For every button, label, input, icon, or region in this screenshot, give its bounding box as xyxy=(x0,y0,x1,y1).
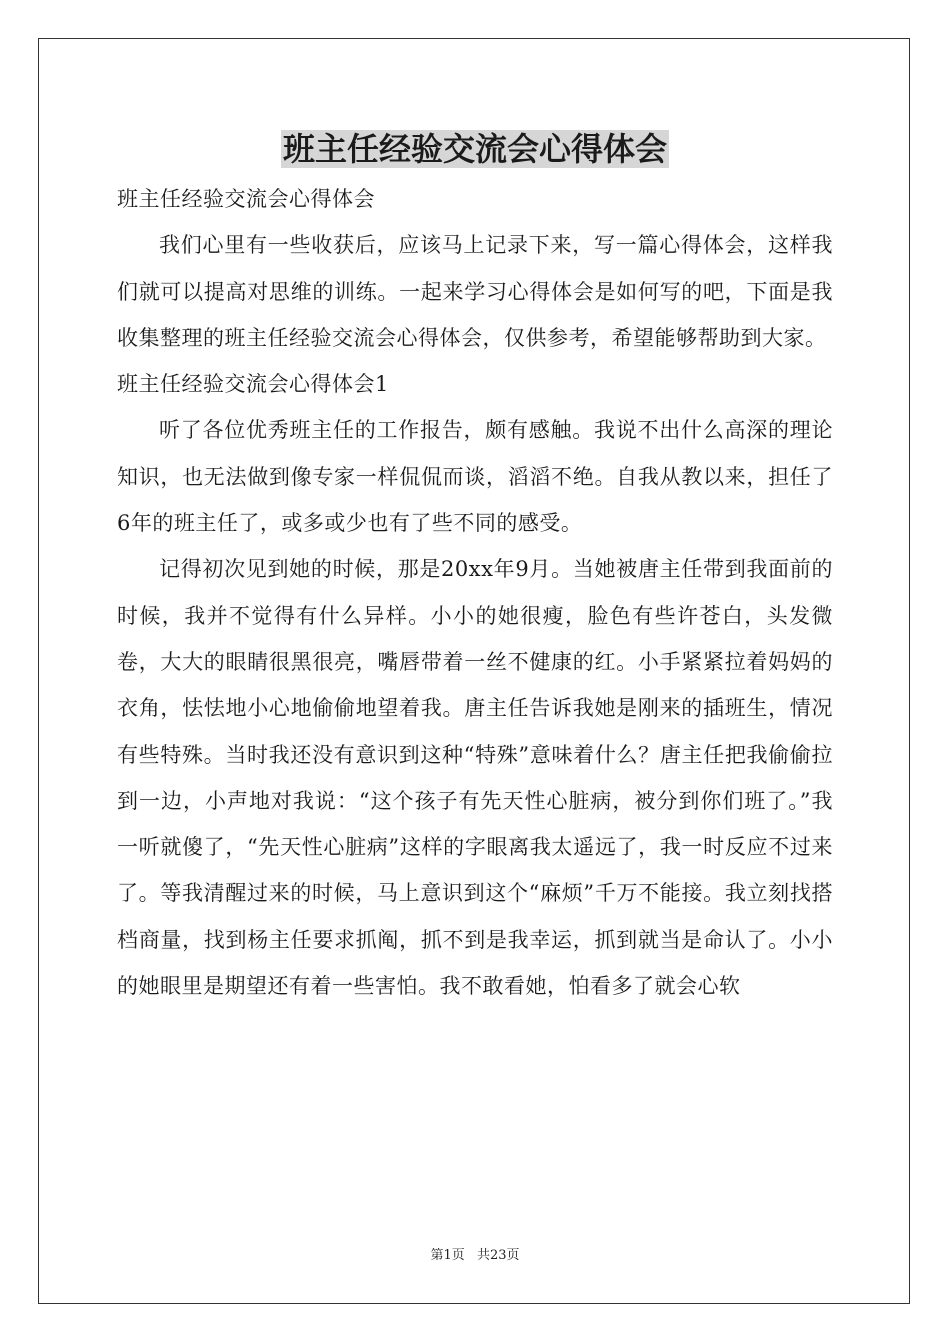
paragraph-subtitle: 班主任经验交流会心得体会 xyxy=(117,187,375,211)
document-body xyxy=(117,176,833,1009)
paragraph-section-heading: 班主任经验交流会心得体会1 xyxy=(117,372,389,397)
document-title xyxy=(0,124,950,174)
paragraph-body: 听了各位优秀班主任的工作报告，颇有感触。我说不出什么高深的理论知识，也无法做到像专家一样侃侃而谈，滔滔不绝。自我从教以来，担任了6年的班主任了，或多或少也有了些不同的感受。 xyxy=(117,418,833,536)
page-number: 第1页 xyxy=(430,1248,465,1263)
page-total: 共23页 xyxy=(476,1248,520,1263)
paragraph-intro: 我们心里有一些收获后，应该马上记录下来，写一篇心得体会，这样我们就可以提高对思维的训练。一起来学习心得体会是如何写的吧，下面是我收集整理的班主任经验交流会心得体会，仅供参考，希望能够帮助到大家。 xyxy=(117,233,833,350)
page-footer xyxy=(0,1246,950,1266)
document-title-text: 班主任经验交流会心得体会 xyxy=(282,130,667,168)
paragraph-body: 记得初次见到她的时候，那是20xx年9月。当她被唐主任带到我面前的时候，我并不觉得有什么异样。小小的她很瘦，脸色有些许苍白，头发微卷，大大的眼睛很黑很亮，嘴唇带着一丝不健康的红。小手紧紧拉着妈妈的衣角，怯怯地小心地偷偷地望着我。唐主任告诉我她是刚来的插班生，情况有些特殊。当时我还没有意识到这种“特殊”意味着什么？唐主任把我偷偷拉到一边，小声地对我说：“这个孩子有先天性心脏病，被分到你们班了。”我一听就傻了，“先天性心脏病”这样的字眼离我太遥远了，我一时反应不过来了。等我清醒过来的时候，马上意识到这个“麻烦”千万不能接。我立刻找搭档商量，找到杨主任要求抓阄，抓不到是我幸运，抓到就当是命认了。小小的她眼里是期望还有着一些害怕。我不敢看她，怕看多了就会心软 xyxy=(117,557,833,999)
